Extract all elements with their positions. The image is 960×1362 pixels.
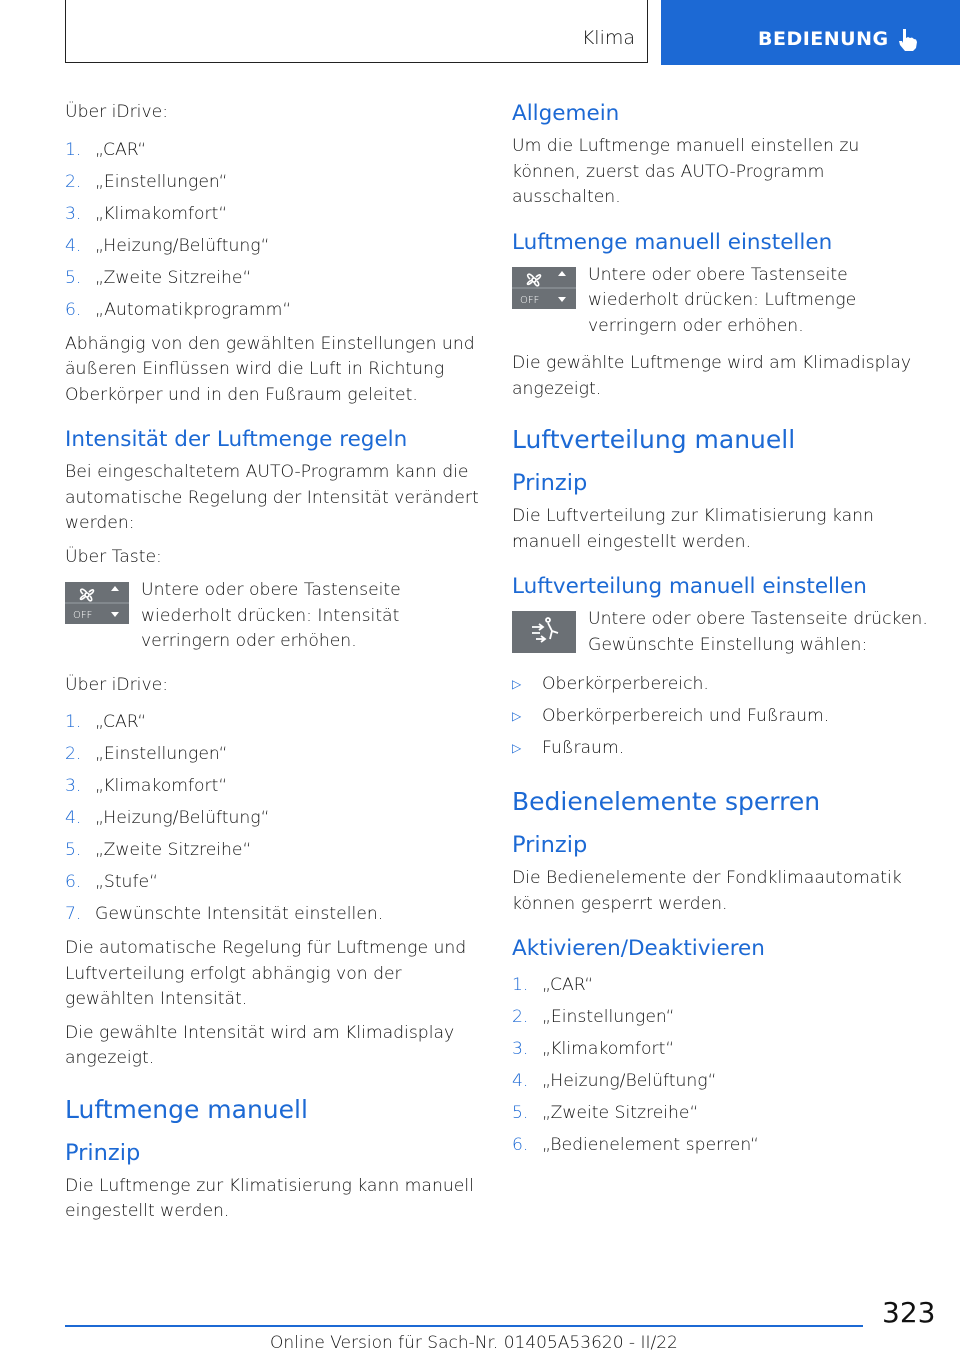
svg-text:OFF: OFF xyxy=(520,294,540,306)
heading-intensity: Intensität der Luftmenge regeln xyxy=(65,427,408,452)
list-item: 5. „Zweite Sitzreihe“ xyxy=(512,1103,699,1123)
list-item: 5. „Zweite Sitzreihe“ xyxy=(65,840,252,860)
list-item: ▷ Oberkörperbereich und Fußraum. xyxy=(512,706,830,726)
heading-allgemein: Allgemein xyxy=(512,101,620,126)
paragraph: Über iDrive: xyxy=(65,102,168,122)
heading-prinzip: Prinzip xyxy=(512,470,588,496)
list-item: 2. „Einstellungen“ xyxy=(65,744,228,764)
header-chapter-box xyxy=(661,0,960,65)
paragraph: Um die Luftmenge manuell einstellen zu können, zuerst das AUTO-Programm ausschalten. xyxy=(512,136,860,207)
list-item: 3. „Klimakomfort“ xyxy=(65,203,228,224)
list-item: 4. „Heizung/Belüftung“ xyxy=(65,808,270,828)
button-description: Untere oder obere Tastenseite drücken. Gewünschte Einstellung wählen: xyxy=(588,609,928,655)
fan-off-button-icon xyxy=(65,582,129,624)
idrive-list-2 xyxy=(65,706,485,930)
heading-luftmenge-einstellen: Luftmenge manuell einstellen xyxy=(512,229,833,255)
left-column xyxy=(65,100,485,1233)
idrive-list-3 xyxy=(512,969,932,1161)
svg-text:OFF: OFF xyxy=(73,610,93,621)
button-instruction xyxy=(512,607,932,658)
footer-version-text: Online Version für Sach-Nr. 01405A53620 - II/22 xyxy=(270,1333,678,1353)
list-item: ▷ Oberkörperbereich. xyxy=(512,674,709,694)
paragraph: Die Bedienelemente der Fondklimaautomatik können gesperrt werden. xyxy=(512,868,902,914)
page-number: 323 xyxy=(882,1296,936,1329)
list-item: 6. „Bedienelement sperren“ xyxy=(512,1135,759,1155)
list-item: 4. „Heizung/Belüftung“ xyxy=(512,1071,717,1091)
right-column xyxy=(512,100,932,1167)
list-item: 7. Gewünschte Intensität einstellen. xyxy=(65,904,384,924)
heading-luftverteilung-manuell: Luftverteilung manuell xyxy=(512,425,796,454)
list-item: ▷ Fußraum. xyxy=(512,738,625,758)
heading-luftverteilung-einstellen: Luftverteilung manuell einstellen xyxy=(512,574,867,599)
heading-aktivieren: Aktivieren/Deaktivieren xyxy=(512,936,765,961)
button-description: Untere oder obere Tastenseite wiederholt drücken: Luftmenge verringern oder erhöhen. xyxy=(588,264,857,336)
heading-bedienelemente-sperren: Bedienelemente sperren xyxy=(512,787,821,816)
button-description: Untere oder obere Tastenseite wiederholt drücken: Intensität verringern oder erhöhen. xyxy=(141,580,401,651)
air-distribution-button-icon xyxy=(512,611,576,653)
list-item: 2. „Einstellungen“ xyxy=(512,1007,675,1027)
header-section-title: Klima xyxy=(581,27,635,49)
paragraph: Die Luftmenge zur Klimatisierung kann manuell eingestellt werden. xyxy=(65,1175,474,1221)
paragraph: Über iDrive: xyxy=(65,674,168,695)
distribution-options xyxy=(512,668,932,764)
button-instruction xyxy=(512,263,932,340)
paragraph: Die gewählte Luftmenge wird am Klimadisplay angezeigt. xyxy=(512,353,912,399)
paragraph: Bei eingeschaltetem AUTO-Programm kann die automatische Regelung der Intensität verändert werden: xyxy=(65,462,479,533)
heading-prinzip: Prinzip xyxy=(512,832,588,858)
list-item: 1. „CAR“ xyxy=(512,975,594,995)
list-item: 4. „Heizung/Belüftung“ xyxy=(65,235,270,256)
list-item: 6. „Stufe“ xyxy=(65,872,158,892)
paragraph: Die automatische Regelung für Luftmenge und Luftverteilung erfolgt abhängig von der gewählten Intensität. xyxy=(65,938,467,1009)
hand-pointer-icon xyxy=(896,27,920,53)
paragraph: Die gewählte Intensität wird am Klimadisplay angezeigt. xyxy=(65,1022,455,1068)
list-item: 6. „Automatikprogramm“ xyxy=(65,299,292,320)
list-item: 3. „Klimakomfort“ xyxy=(512,1039,675,1059)
heading-prinzip: Prinzip xyxy=(65,1139,141,1166)
idrive-list-1 xyxy=(65,134,485,326)
fan-off-button-icon xyxy=(512,267,576,309)
list-item: 5. „Zweite Sitzreihe“ xyxy=(65,267,252,288)
paragraph: Die Luftverteilung zur Klimatisierung kann manuell eingestellt werden. xyxy=(512,506,874,552)
button-instruction xyxy=(65,578,485,655)
list-item: 3. „Klimakomfort“ xyxy=(65,776,228,796)
paragraph: Über Taste: xyxy=(65,546,162,567)
list-item: 1. „CAR“ xyxy=(65,139,147,160)
list-item: 2. „Einstellungen“ xyxy=(65,171,228,192)
list-item: 1. „CAR“ xyxy=(65,712,147,732)
header-section-box xyxy=(65,0,648,63)
heading-luftmenge-manuell: Luftmenge manuell xyxy=(65,1094,308,1124)
header-chapter-title: BEDIENUNG xyxy=(758,28,889,50)
footer-divider xyxy=(65,1325,863,1327)
paragraph: Abhängig von den gewählten Einstellungen und äußeren Einflüssen wird die Luft in Richtung Oberkörper und in den Fußraum geleitet. xyxy=(65,333,475,405)
